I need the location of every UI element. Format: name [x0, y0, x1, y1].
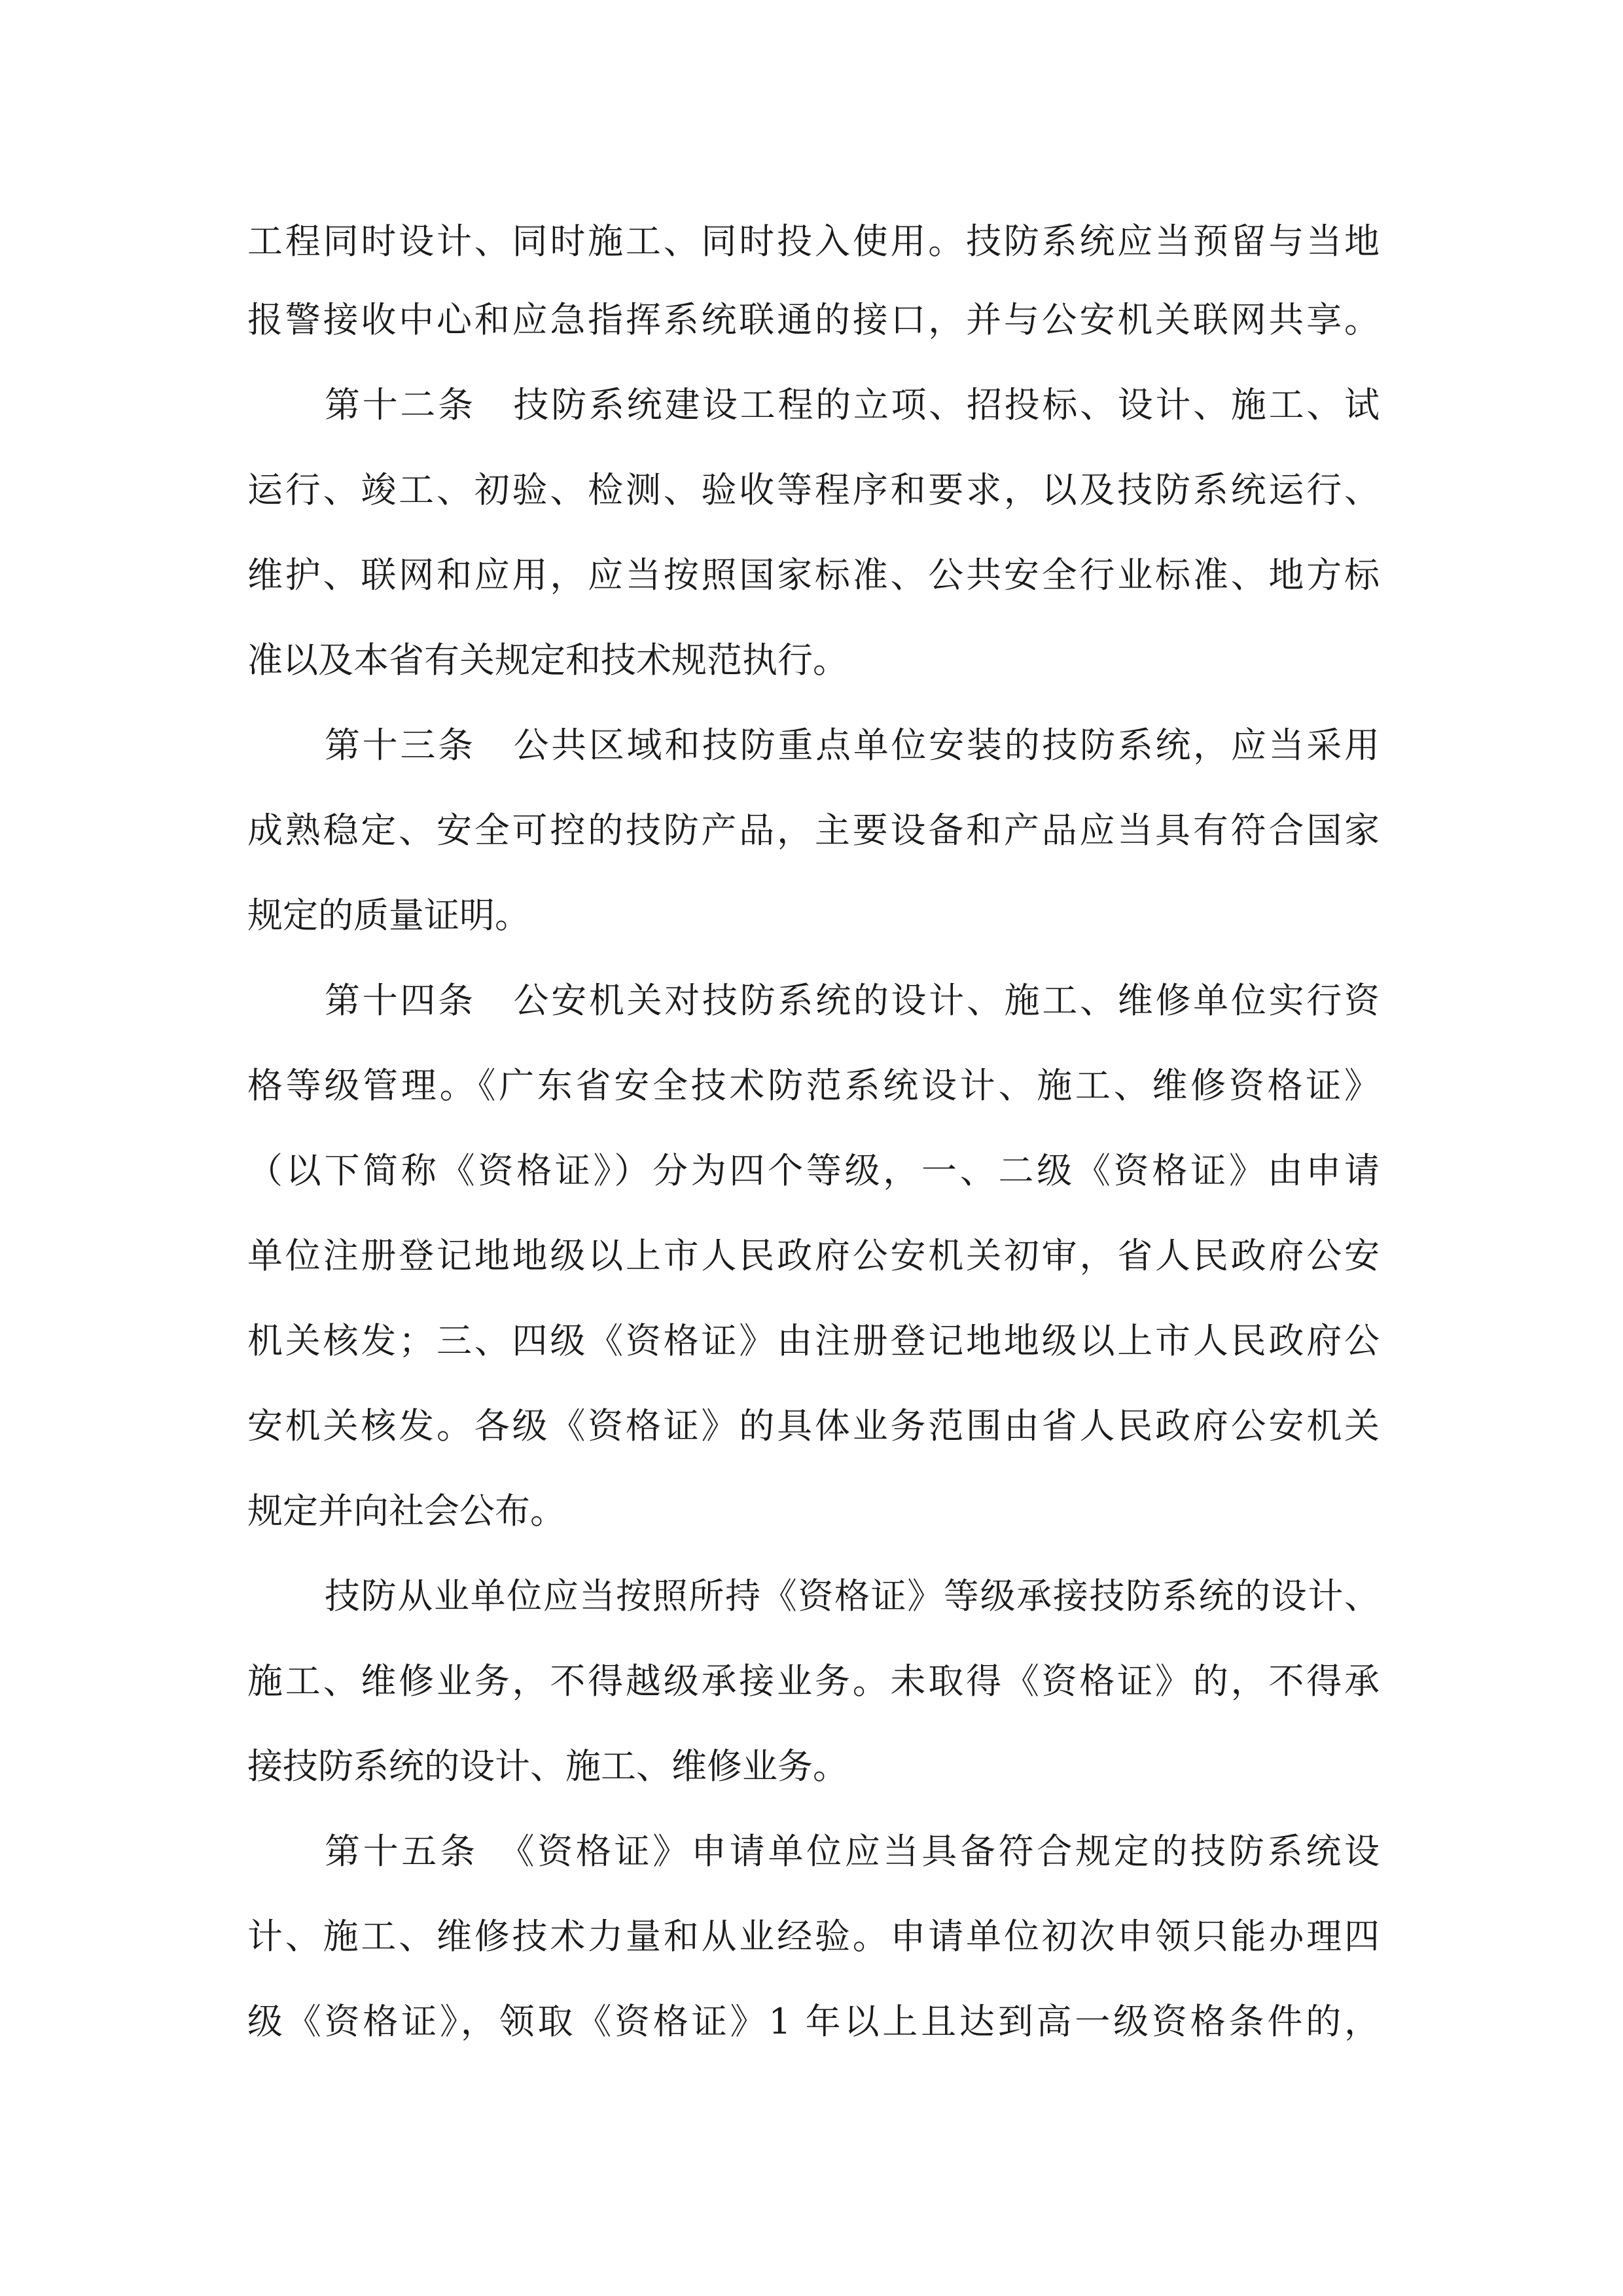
article-13-heading-line: 第十三条 公共区域和技防重点单位安装的技防系统，应当采用: [325, 725, 1380, 766]
text-line: 接技防系统的设计、施工、维修业务。: [247, 1746, 848, 1787]
article-12-heading-line: 第十二条 技防系统建设工程的立项、招投标、设计、施工、试: [325, 384, 1380, 425]
text-line: 机关核发；三、四级《资格证》由注册登记地地级以上市人民政府公: [247, 1320, 1380, 1361]
text-line: 运行、竣工、初验、检测、验收等程序和要求，以及技防系统运行、: [247, 469, 1380, 511]
text-line: 单位注册登记地地级以上市人民政府公安机关初审，省人民政府公安: [247, 1235, 1380, 1276]
paragraph-first-line: 技防从业单位应当按照所持《资格证》等级承接技防系统的设计、: [325, 1575, 1380, 1617]
text-line: 工程同时设计、同时施工、同时投入使用。技防系统应当预留与当地: [247, 221, 1380, 262]
article-15-heading-line: 第十五条 《资格证》申请单位应当具备符合规定的技防系统设: [325, 1831, 1380, 1872]
text-line: 级《资格证》，领取《资格证》1 年以上且达到高一级资格条件的，: [247, 2001, 1380, 2042]
text-line: 准以及本省有关规定和技术规范执行。: [247, 639, 848, 681]
text-line: 维护、联网和应用，应当按照国家标准、公共安全行业标准、地方标: [247, 554, 1380, 596]
text-line: 计、施工、维修技术力量和从业经验。申请单位初次申领只能办理四: [247, 1916, 1380, 1957]
text-line: 施工、维修业务，不得越级承接业务。未取得《资格证》的，不得承: [247, 1660, 1380, 1702]
text-line: 安机关核发。各级《资格证》的具体业务范围由省人民政府公安机关: [247, 1405, 1380, 1446]
article-14-heading-line: 第十四条 公安机关对技防系统的设计、施工、维修单位实行资: [325, 980, 1380, 1021]
text-line: 规定的质量证明。: [247, 895, 530, 936]
text-line: 规定并向社会公布。: [247, 1490, 565, 1532]
text-line: 格等级管理。《广东省安全技术防范系统设计、施工、维修资格证》: [247, 1065, 1380, 1106]
text-line: （以下简称《资格证》）分为四个等级，一、二级《资格证》由申请: [247, 1150, 1380, 1191]
text-line: 成熟稳定、安全可控的技防产品，主要设备和产品应当具有符合国家: [247, 810, 1380, 851]
text-line: 报警接收中心和应急指挥系统联通的接口，并与公安机关联网共享。: [247, 299, 1380, 340]
